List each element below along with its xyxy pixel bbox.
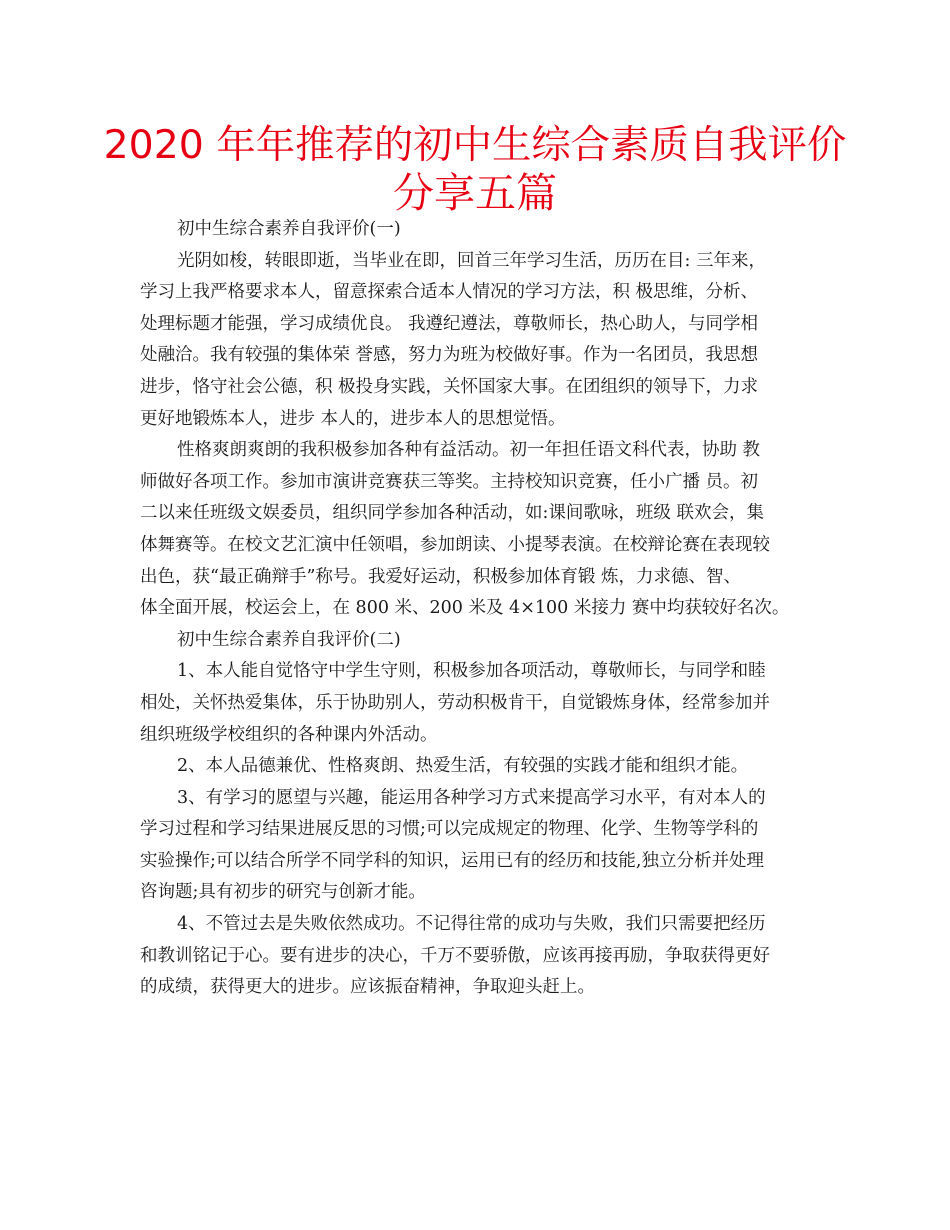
text-line: 性格爽朗爽朗的我积极参加各种有益活动。初一年担任语文科代表，协助 教	[177, 440, 761, 461]
text-line: 咨询题;具有初步的研究与创新才能。	[140, 882, 426, 903]
document-title-line-2: 分享五篇	[393, 169, 557, 217]
text-line: 处融洽。我有较强的集体荣 誉感，努力为班为校做好事。作为一名团员，我思想	[140, 345, 759, 366]
text-line: 二以来任班级文娱委员，组织同学参加各种活动，如:课间歌咏，班级 联欢会，集	[140, 503, 764, 524]
text-line: 和教训铭记于心。要有进步的决心，千万不要骄傲，应该再接再励，争取获得更好	[140, 945, 770, 966]
text-line: 更好地锻炼本人，进步 本人的，进步本人的思想觉悟。	[140, 408, 566, 429]
text-line: 体舞赛等。在校文艺汇演中任领唱，参加朗读、小提琴表演。在校辩论赛在表现较	[140, 534, 770, 555]
text-line: 2、本人品德兼优、性格爽朗、热爱生活，有较强的实践才能和组织才能。	[177, 756, 749, 777]
text-line: 处理标题才能强，学习成绩优良。 我遵纪遵法，尊敬师长，热心助人，与同学相	[140, 313, 759, 334]
document-title-line-1: 2020 年年推荐的初中生综合素质自我评价	[103, 122, 847, 168]
text-line: 学习上我严格要求本人，留意探索合适本人情况的学习方法，积 极思维，分析、	[140, 282, 759, 303]
text-line: 出色，获“最正确辩手”称号。我爱好运动，积极参加体育锻 炼，力求德、智、	[140, 566, 741, 587]
text-line: 3、有学习的愿望与兴趣，能运用各种学习方式来提高学习水平，有对本人的	[177, 787, 766, 808]
text-line: 相处，关怀热爱集体，乐于协助别人，劳动积极肯干，自觉锻炼身体，经常参加并	[140, 692, 770, 713]
text-line: 组织班级学校组织的各种课内外活动。	[140, 724, 438, 745]
text-line: 学习过程和学习结果进展反思的习惯;可以完成规定的物理、化学、生物等学科的	[140, 819, 759, 840]
text-line: 初中生综合素养自我评价(一)	[177, 219, 401, 239]
text-line: 1、本人能自觉恪守中学生守则，积极参加各项活动，尊敬师长，与同学和睦	[177, 661, 766, 682]
document-body	[140, 214, 820, 1004]
text-line: 师做好各项工作。参加市演讲竞赛获三等奖。主持校知识竞赛，任小广播 员。初	[140, 471, 759, 492]
text-line: 体全面开展，校运会上，在 800 米、200 米及 4×100 米接力 赛中均获较好名次。	[140, 598, 790, 619]
text-line: 初中生综合素养自我评价(二)	[177, 629, 401, 650]
text-line: 的成绩，获得更大的进步。应该振奋精神，争取迎头赶上。	[140, 977, 595, 998]
text-line: 实验操作;可以结合所学不同学科的知识，运用已有的经历和技能,独立分析并处理	[140, 850, 764, 871]
text-line: 进步，恪守社会公德，积 极投身实践，关怀国家大事。在团组织的领导下，力求	[140, 376, 759, 397]
text-line: 4、不管过去是失败依然成功。不记得往常的成功与失败，我们只需要把经历	[177, 914, 766, 935]
text-line: 光阴如梭，转眼即逝，当毕业在即，回首三年学习生活，历历在目: 三年来，	[177, 250, 766, 271]
